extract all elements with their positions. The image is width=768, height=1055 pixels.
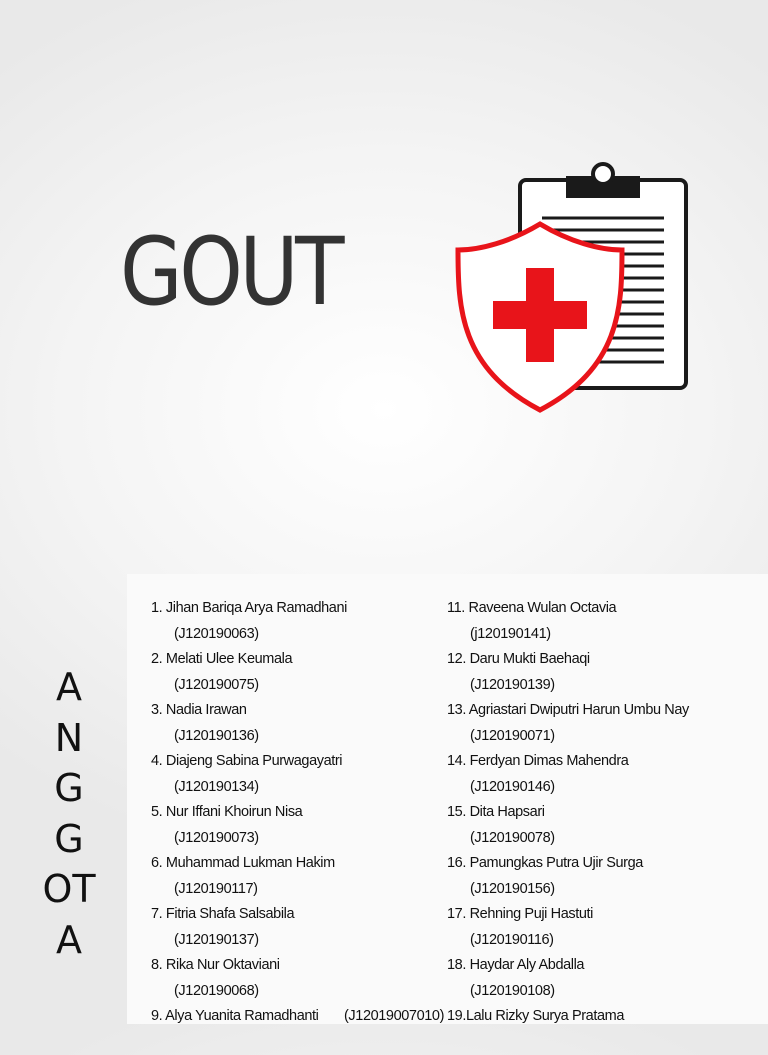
member-id: (J120190117) — [151, 877, 451, 903]
member-id: (J120190139) — [447, 673, 768, 699]
member-id: (j120190141) — [447, 622, 768, 648]
member-name — [151, 1004, 451, 1030]
member-item — [151, 749, 451, 800]
member-id: (J120190156) — [447, 877, 768, 903]
member-item — [151, 1004, 451, 1055]
member-id: (J120190073) — [151, 826, 451, 852]
member-item — [151, 596, 451, 647]
medical-icon-group — [452, 158, 692, 414]
member-id: (J120190116) — [447, 928, 768, 954]
member-id: (J120190071) — [447, 724, 768, 750]
member-item — [447, 800, 768, 851]
member-item — [151, 698, 451, 749]
members-column-left — [151, 596, 451, 1055]
vertical-letter: A — [36, 915, 102, 966]
vertical-letter: OT — [36, 864, 102, 915]
member-name: 19.Lalu Rizky Surya Pratama — [447, 1004, 768, 1030]
member-name: 4. Diajeng Sabina Purwagayatri — [151, 749, 451, 775]
member-name: 3. Nadia Irawan — [151, 698, 451, 724]
vertical-letter: G — [36, 763, 102, 814]
member-item — [447, 851, 768, 902]
member-id: (J120190063) — [151, 622, 451, 648]
member-item — [151, 902, 451, 953]
anggota-vertical-label — [36, 662, 102, 965]
vertical-letter: A — [36, 662, 102, 713]
member-name: 13. Agriastari Dwiputri Harun Umbu Nay — [447, 698, 768, 724]
member-id: (J120190108) — [447, 979, 768, 1005]
member-name: 16. Pamungkas Putra Ujir Surga — [447, 851, 768, 877]
member-id: (J120190137) — [151, 928, 451, 954]
member-item — [447, 749, 768, 800]
member-name: 1. Jihan Bariqa Arya Ramadhani — [151, 596, 451, 622]
members-column-right — [447, 596, 768, 1055]
member-item — [151, 851, 451, 902]
members-panel — [127, 574, 768, 1024]
member-item — [151, 800, 451, 851]
member-name: 7. Fitria Shafa Salsabila — [151, 902, 451, 928]
member-id: (J120190078) — [447, 826, 768, 852]
vertical-letter: G — [36, 814, 102, 865]
member-item — [447, 698, 768, 749]
member-item — [447, 953, 768, 1004]
clipboard-shield-illustration — [452, 158, 692, 414]
vertical-letter: N — [36, 713, 102, 764]
member-name-text: 9. Alya Yuanita Ramadhanti — [151, 1008, 319, 1024]
member-name: 2. Melati Ulee Keumala — [151, 647, 451, 673]
member-name: 5. Nur Iffani Khoirun Nisa — [151, 800, 451, 826]
member-id: (J120190136) — [151, 724, 451, 750]
member-name: 6. Muhammad Lukman Hakim — [151, 851, 451, 877]
member-item — [447, 902, 768, 953]
member-name: 15. Dita Hapsari — [447, 800, 768, 826]
member-id — [447, 1030, 768, 1055]
member-name: 14. Ferdyan Dimas Mahendra — [447, 749, 768, 775]
member-name: 11. Raveena Wulan Octavia — [447, 596, 768, 622]
member-id: (J12019007010) — [344, 1004, 444, 1030]
member-id: (J120190068) — [151, 979, 451, 1005]
member-name: 17. Rehning Puji Hastuti — [447, 902, 768, 928]
member-id: (J120190146) — [447, 775, 768, 801]
page-title: GOUT — [120, 226, 341, 320]
member-item — [151, 953, 451, 1004]
member-name: 12. Daru Mukti Baehaqi — [447, 647, 768, 673]
member-name: 8. Rika Nur Oktaviani — [151, 953, 451, 979]
member-item — [447, 647, 768, 698]
member-id: (J120190075) — [151, 673, 451, 699]
member-name: 18. Haydar Aly Abdalla — [447, 953, 768, 979]
member-item — [447, 596, 768, 647]
member-item — [447, 1004, 768, 1055]
member-id: (J120190134) — [151, 775, 451, 801]
member-item — [151, 647, 451, 698]
